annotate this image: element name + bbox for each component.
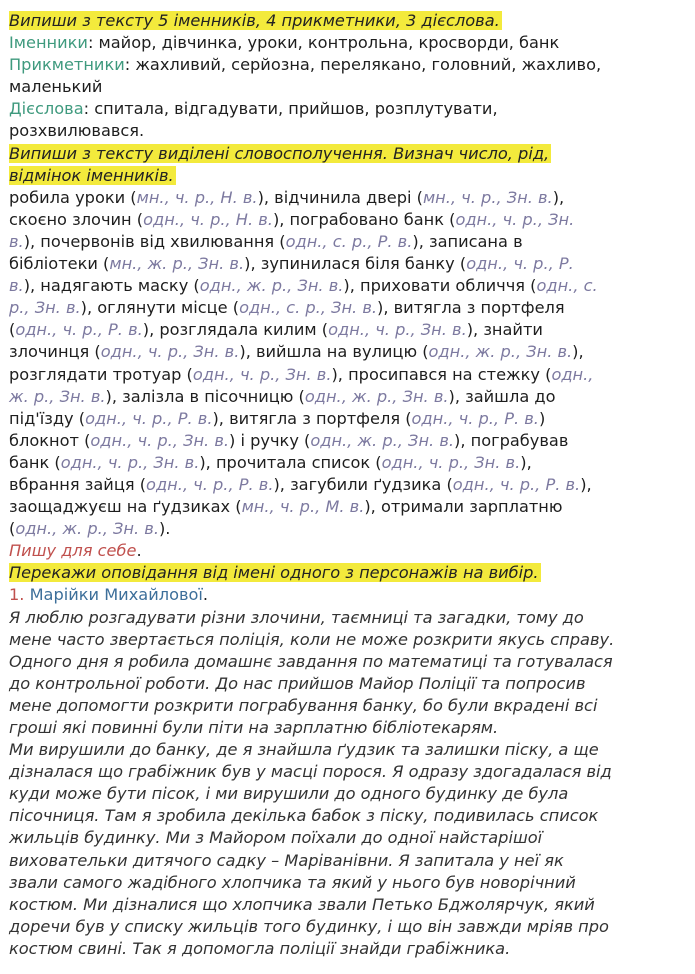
character-name: Марійки Михайлової	[29, 585, 203, 605]
body-text: ),	[572, 342, 584, 362]
grammar-annotation: одн.,	[551, 364, 594, 384]
body-text: .	[202, 585, 209, 605]
story-text: куди може бути пісок, і ми вирушили до одного будинку де була	[9, 784, 569, 804]
text-line	[9, 32, 695, 54]
text-line	[9, 540, 695, 562]
grammar-annotation: одн., ч. р., Зн. в.	[60, 452, 200, 472]
grammar-annotation: в.	[9, 276, 24, 296]
story-text: дізналася що грабіжник був у масці порося. Я одразу здогадалася від	[9, 762, 612, 782]
text-line	[9, 894, 695, 916]
grammar-annotation: мн., ж. р., Зн. в.	[109, 254, 245, 274]
text-line	[9, 430, 695, 452]
body-text: ), знайти	[466, 320, 543, 340]
body-text: ), прочитала список (	[199, 452, 382, 472]
body-text: : жахливий, серйозна, перелякано, головний, жахливо,	[124, 55, 602, 75]
text-line	[9, 562, 695, 584]
body-text: ), розглядала килим (	[142, 320, 329, 340]
grammar-annotation: одн., ч. р., Зн. в.	[381, 452, 521, 472]
grammar-annotation: одн., с.	[536, 276, 598, 296]
body-text: ), витягла з портфеля	[377, 298, 565, 318]
body-text: під'їзду (	[9, 408, 86, 428]
grammar-annotation: одн., ж. р., Зн. в.	[199, 276, 344, 296]
body-text: ), загубили ґудзика (	[273, 474, 453, 494]
text-line	[9, 496, 695, 518]
text-line	[9, 120, 695, 142]
story-text: Ми вирушили до банку, де я знайшла ґудзик та залишки піску, а ще	[9, 740, 599, 760]
text-line	[9, 231, 695, 253]
term-label: Дієслова	[9, 99, 84, 119]
body-text: скоєно злочин (	[9, 209, 144, 229]
text-line	[9, 805, 695, 827]
grammar-annotation: одн., ж. р., Зн. в.	[310, 430, 454, 450]
body-text: .	[136, 541, 142, 561]
body-text: ), отримали зарплатню	[364, 497, 563, 517]
body-text: заощаджуєш на ґудзиках (	[9, 497, 242, 517]
story-text: мене допомогти розкрити пограбування банку, бо були вкрадені всі	[9, 695, 598, 715]
body-text: злочинця (	[9, 342, 101, 362]
body-text: робила уроки (	[9, 187, 137, 207]
text-line	[9, 452, 695, 474]
document-page	[9, 10, 695, 960]
text-line	[9, 827, 695, 849]
story-text: жильців будинку. Ми з Майором поїхали до одної найстарішої	[9, 828, 543, 848]
text-line	[9, 783, 695, 805]
text-line	[9, 209, 695, 231]
grammar-annotation: одн., ч. р., Р. в.	[452, 474, 581, 494]
task-heading: відмінок іменників.	[9, 165, 174, 185]
body-text: ), зупинилася біля банку (	[244, 254, 467, 274]
story-text: Одного дня я робила домашнє завдання по математиці та готувалася	[9, 651, 613, 671]
text-line	[9, 54, 695, 76]
body-text: вбрання зайця (	[9, 474, 147, 494]
text-line	[9, 386, 695, 408]
text-line	[9, 341, 695, 363]
story-text: до контрольної роботи. До нас прийшов Майор Поліції та попросив	[9, 673, 586, 693]
text-line	[9, 253, 695, 275]
body-text: ), записана в	[412, 231, 523, 251]
text-line	[9, 165, 695, 187]
grammar-annotation: одн., с. р., Р. в.	[285, 231, 413, 251]
body-text: ), просипався на стежку (	[331, 364, 552, 384]
grammar-annotation: одн., ч. р., Р. в.	[411, 408, 539, 428]
text-line	[9, 143, 695, 165]
body-text: ), пограбовано банк (	[272, 209, 456, 229]
text-line	[9, 629, 695, 651]
text-line	[9, 76, 695, 98]
text-line	[9, 739, 695, 761]
body-text: ), витягла з портфеля (	[212, 408, 412, 428]
grammar-annotation: мн., ч. р., М. в.	[241, 497, 365, 517]
body-text: банк (	[9, 452, 61, 472]
grammar-annotation: одн., ч. р., Зн. в.	[192, 364, 332, 384]
story-text: звали самого жадібного хлопчика та який у нього був новорічний	[9, 872, 576, 892]
body-text: ), вийшла на вулицю (	[239, 342, 429, 362]
text-line	[9, 673, 695, 695]
body-text: ),	[580, 474, 592, 494]
grammar-annotation: одн., ж. р., Зн. в.	[304, 386, 449, 406]
body-text: ), приховати обличчя (	[343, 276, 537, 296]
grammar-annotation: одн., ч. р., Зн. в.	[100, 342, 240, 362]
note-text: Пишу для себе	[9, 541, 137, 561]
grammar-annotation: мн., ч. р., Зн. в.	[422, 187, 553, 207]
text-line	[9, 275, 695, 297]
text-line	[9, 98, 695, 120]
body-text: ) і ручку (	[229, 430, 311, 450]
text-line	[9, 518, 695, 540]
text-line	[9, 474, 695, 496]
grammar-annotation: одн., ж. р., Зн. в.	[428, 342, 573, 362]
text-line	[9, 10, 695, 32]
body-text: ), пограбував	[454, 430, 569, 450]
grammar-annotation: в.	[9, 231, 24, 251]
body-text: блокнот (	[9, 430, 91, 450]
grammar-annotation: одн., ч. р., Зн. в.	[90, 430, 230, 450]
story-text: гроші які повинні були піти на зарплатню бібліотекарям.	[9, 718, 499, 737]
story-text: виховательки дитячого садку – Маріванівни. Я запитала у неї як	[9, 850, 564, 870]
list-number: 1.	[9, 585, 30, 605]
story-text: костюм свині. Так я допомогла поліції знайди грабіжника.	[9, 938, 511, 958]
grammar-annotation: мн., ч. р., Н. в.	[136, 187, 258, 207]
text-line	[9, 695, 695, 717]
body-text: : спитала, відгадувати, прийшов, розплутувати,	[83, 99, 498, 119]
body-text: ),	[520, 452, 532, 472]
body-text: розхвилювався.	[9, 121, 145, 141]
text-line	[9, 916, 695, 938]
body-text: ), оглянути місце (	[80, 298, 240, 318]
text-line	[9, 408, 695, 430]
story-text: Я люблю розгадувати різни злочини, таємниці та загадки, тому до	[9, 607, 584, 627]
body-text: маленький	[9, 77, 103, 97]
body-text: бібліотеки (	[9, 254, 110, 274]
body-text: (	[9, 519, 16, 539]
body-text: ), відчинила двері (	[257, 187, 423, 207]
grammar-annotation: одн., ч. р., Р. в.	[15, 320, 143, 340]
text-line	[9, 717, 695, 739]
grammar-annotation: р., Зн. в.	[9, 298, 81, 318]
task-heading: Перекажи оповідання від імені одного з персонажів на вибір.	[9, 563, 539, 583]
grammar-annotation: одн., с. р., Зн. в.	[239, 298, 378, 318]
story-text: пісочниця. Там я зробила декілька бабок з піску, подивилась список	[9, 806, 599, 826]
text-line	[9, 607, 695, 629]
body-text: ), надягають маску (	[23, 276, 200, 296]
body-text: ), зайшла до	[448, 386, 556, 406]
text-line	[9, 584, 695, 606]
text-line	[9, 187, 695, 209]
grammar-annotation: одн., ж. р., Зн. в.	[15, 519, 159, 539]
story-text: мене часто звертається поліція, коли не може розкрити якусь справу.	[9, 629, 615, 649]
grammar-annotation: одн., ч. р., Р. в.	[146, 474, 274, 494]
body-text: : майор, дівчинка, уроки, контрольна, кросворди, банк	[87, 33, 560, 53]
body-text: ), почервонів від хвилювання (	[23, 231, 286, 251]
body-text: ), залізла в пісочницю (	[105, 386, 305, 406]
grammar-annotation: одн., ч. р., Р.	[466, 254, 574, 274]
story-text: костюм. Ми дізналися що хлопчика звали Петько Бджолярчук, який	[9, 894, 595, 914]
text-line	[9, 850, 695, 872]
body-text: ),	[552, 187, 565, 207]
text-line	[9, 297, 695, 319]
text-line	[9, 319, 695, 341]
body-text: розглядати тротуар (	[9, 364, 193, 384]
term-label: Іменники	[9, 33, 88, 53]
grammar-annotation: ж. р., Зн. в.	[9, 386, 106, 406]
grammar-annotation: одн., ч. р., Н. в.	[143, 209, 273, 229]
story-text: доречи був у списку жильців того будинку, і що він завжди мріяв про	[9, 916, 609, 936]
task-heading: Випиши з тексту 5 іменників, 4 прикметники, 3 дієслова.	[9, 11, 500, 30]
body-text: )	[538, 408, 546, 428]
grammar-annotation: одн., ч. р., Р. в.	[85, 408, 213, 428]
text-line	[9, 651, 695, 673]
body-text: ).	[158, 519, 171, 539]
text-line	[9, 938, 695, 960]
text-line	[9, 364, 695, 386]
body-text: (	[9, 320, 16, 340]
grammar-annotation: одн., ч. р., Зн. в.	[328, 320, 467, 340]
grammar-annotation: одн., ч. р., Зн.	[455, 209, 575, 229]
term-label: Прикметники	[9, 55, 125, 75]
task-heading: Випиши з тексту виділені словосполучення. Визнач число, рід,	[9, 143, 550, 163]
text-line	[9, 872, 695, 894]
text-line	[9, 761, 695, 783]
